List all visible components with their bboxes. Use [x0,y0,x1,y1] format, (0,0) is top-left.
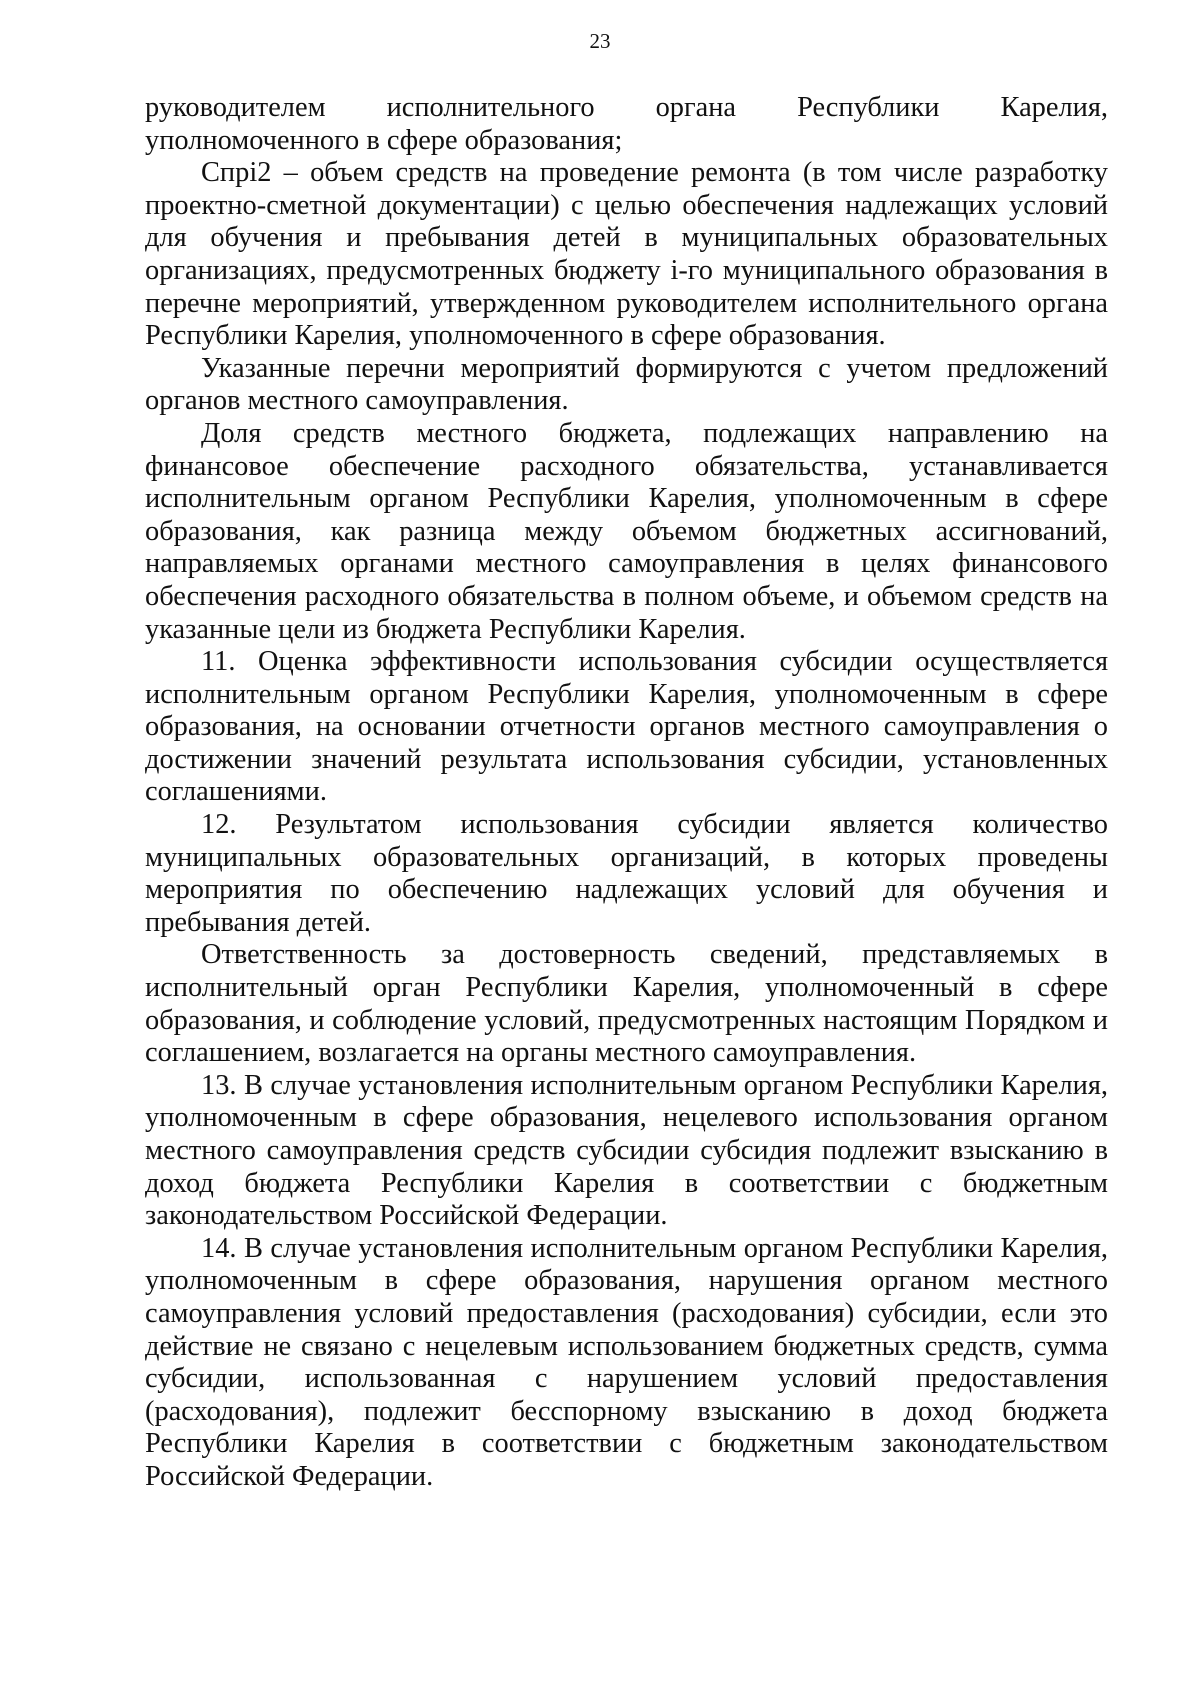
document-body [145,92,1108,1494]
paragraph: руководителем исполнительного органа Республики Карелия, уполномоченного в сфере образования; [145,92,1108,156]
paragraph: Указанные перечни мероприятий формируются с учетом предложений органов местного самоуправления. [145,352,1108,417]
paragraph: 14. В случае установления исполнительным органом Республики Карелия, уполномоченным в сфере образования, нарушения органом местного самоуправления условий предоставления (расходования) субсидии, если это действие не связано с нецелевым использованием бюджетных средств, сумма субсидии, использованная с нарушением условий предоставления (расходования), подлежит бесспорному взысканию в доход бюджета Республики Карелия в соответствии с бюджетным законодательством Российской Федерации. [145,1232,1108,1492]
paragraph: 13. В случае установления исполнительным органом Республики Карелия, уполномоченным в сфере образования, нецелевого использования органом местного самоуправления средств субсидии субсидия подлежит взысканию в доход бюджета Республики Карелия в соответствии с бюджетным законодательством Российской Федерации. [145,1069,1108,1232]
paragraph: Ответственность за достоверность сведений, представляемых в исполнительный орган Республики Карелия, уполномоченный в сфере образования, и соблюдение условий, предусмотренных настоящим Порядком и соглашением, возлагается на органы местного самоуправления. [145,939,1108,1069]
paragraph: Доля средств местного бюджета, подлежащих направлению на финансовое обеспечение расходного обязательства, устанавливается исполнительным органом Республики Карелия, уполномоченным в сфере образования, как разница между объемом бюджетных ассигнований, направляемых органами местного самоуправления в целях финансового обеспечения расходного обязательства в полном объеме, и объемом средств на указанные цели из бюджета Республики Карелия. [145,417,1108,645]
paragraph: 11. Оценка эффективности использования субсидии осуществляется исполнительным органом Республики Карелия, уполномоченным в сфере образования, на основании отчетности органов местного самоуправления о достижении значений результата использования субсидии, установленных соглашениями. [145,646,1108,808]
paragraph: 12. Результатом использования субсидии является количество муниципальных образовательных организаций, в которых проведены мероприятия по обеспечению надлежащих условий для обучения и пребывания детей. [145,809,1108,938]
paragraph: Cпрi2 – объем средств на проведение ремонта (в том числе разработку проектно-сметной документации) с целью обеспечения надлежащих условий для обучения и пребывания детей в муниципальных образовательных организациях, предусмотренных бюджету i-го муниципального образования в перечне мероприятий, утвержденном руководителем исполнительного органа Республики Карелия, уполномоченного в сфере образования. [145,157,1108,352]
page-number: 23 [589,29,611,53]
